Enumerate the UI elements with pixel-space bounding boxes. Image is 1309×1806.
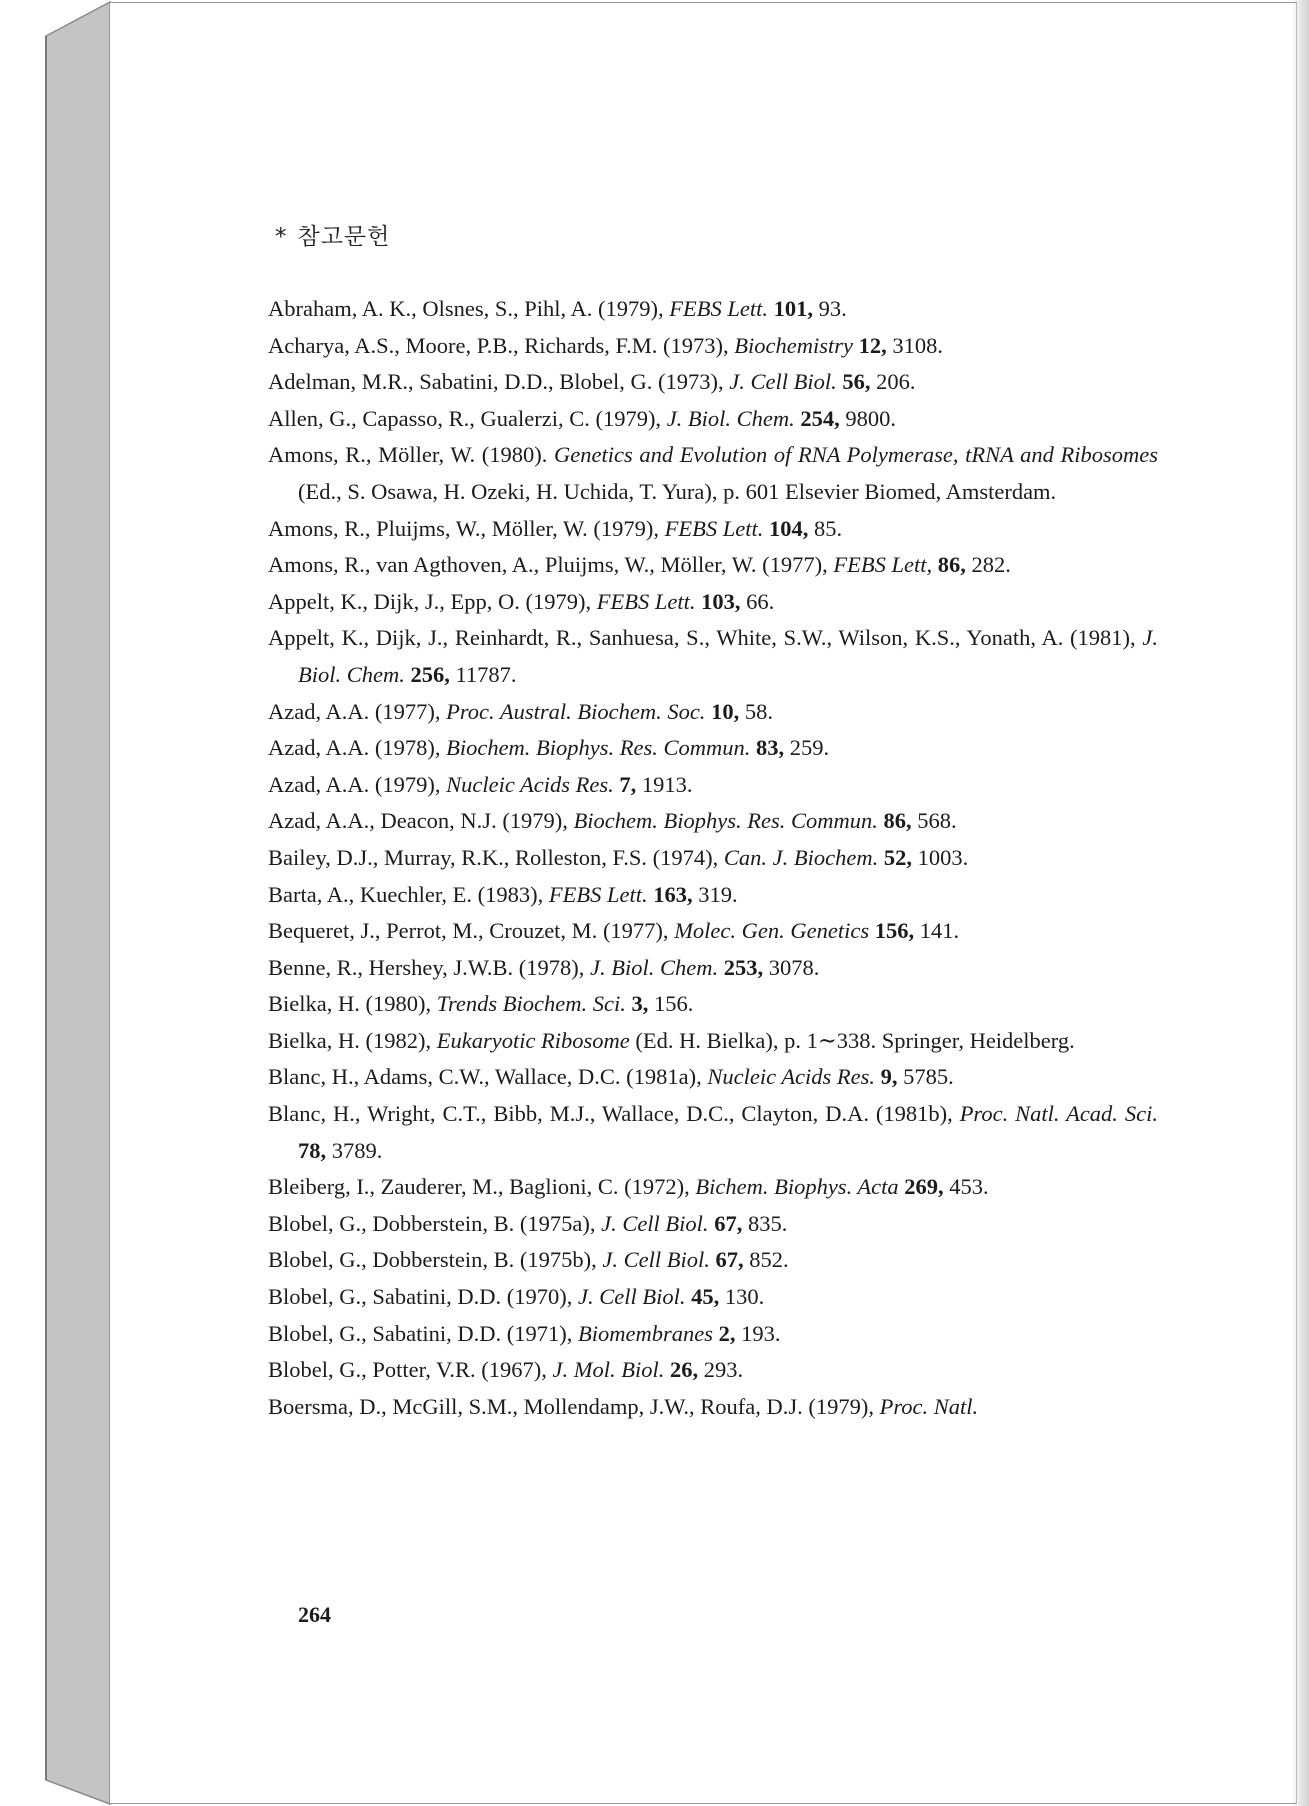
reference-journal: Proc. Natl.	[879, 1393, 979, 1419]
reference-volume: 3,	[631, 991, 649, 1017]
asterisk-mark: *	[275, 224, 288, 250]
reference-entry	[268, 767, 1158, 804]
reference-authors: Azad, A.A. (1977),	[268, 698, 447, 724]
reference-entry	[268, 1389, 1158, 1426]
reference-volume: 83,	[756, 735, 785, 761]
reference-journal: FEBS Lett,	[833, 552, 933, 578]
reference-journal: J. Biol. Chem.	[666, 405, 795, 431]
reference-authors: Blobel, G., Sabatini, D.D. (1971),	[268, 1320, 578, 1346]
reference-pages: 141.	[914, 918, 960, 944]
reference-pages: 5785.	[897, 1064, 954, 1090]
reference-entry	[268, 877, 1158, 914]
reference-entry	[268, 1242, 1158, 1279]
reference-entry	[268, 401, 1158, 438]
reference-authors: Blobel, G., Sabatini, D.D. (1970),	[268, 1284, 578, 1310]
reference-entry	[268, 694, 1158, 731]
reference-authors: Appelt, K., Dijk, J., Epp, O. (1979),	[268, 588, 597, 614]
reference-authors: Azad, A.A. (1979),	[268, 771, 447, 797]
reference-authors: Boersma, D., McGill, S.M., Mollendamp, J.W., Roufa, D.J. (1979),	[268, 1393, 880, 1419]
reference-authors: Acharya, A.S., Moore, P.B., Richards, F.M. (1973),	[268, 332, 735, 358]
reference-volume: 269,	[904, 1174, 944, 1200]
reference-authors: Barta, A., Kuechler, E. (1983),	[268, 881, 549, 907]
reference-volume: 56,	[842, 369, 871, 395]
reference-pages: 66.	[740, 588, 775, 614]
reference-entry	[268, 437, 1158, 510]
reference-entry	[268, 840, 1158, 877]
references-heading	[275, 218, 390, 251]
reference-journal: Proc. Natl. Acad. Sci.	[959, 1101, 1158, 1127]
reference-pages: 3108.	[886, 332, 944, 358]
reference-journal: J. Cell Biol.	[601, 1210, 709, 1236]
reference-authors: Adelman, M.R., Sabatini, D.D., Blobel, G. (1973),	[268, 369, 730, 395]
reference-pages: 156.	[648, 991, 694, 1017]
reference-authors: Blanc, H., Wright, C.T., Bibb, M.J., Wallace, D.C., Clayton, D.A. (1981b),	[268, 1101, 960, 1127]
reference-pages: 1003.	[911, 844, 969, 870]
reference-volume: 26,	[670, 1357, 699, 1383]
reference-authors: Azad, A.A. (1978),	[268, 735, 447, 761]
reference-volume: 254,	[800, 405, 840, 431]
reference-pages: 85.	[808, 515, 843, 541]
reference-journal: Proc. Austral. Biochem. Soc.	[446, 698, 706, 724]
reference-authors: Blobel, G., Potter, V.R. (1967),	[268, 1357, 553, 1383]
reference-journal: Biochem. Biophys. Res. Commun.	[446, 735, 751, 761]
reference-entry	[268, 364, 1158, 401]
reference-entry	[268, 986, 1158, 1023]
heading-title: 참고문헌	[297, 224, 391, 250]
reference-pages: 130.	[719, 1284, 765, 1310]
reference-authors: Blanc, H., Adams, C.W., Wallace, D.C. (1981a),	[268, 1064, 708, 1090]
reference-journal: Bichem. Biophys. Acta	[695, 1174, 899, 1200]
reference-entry	[268, 1352, 1158, 1389]
reference-journal: Nucleic Acids Res.	[446, 771, 614, 797]
reference-entry	[268, 547, 1158, 584]
page-edge-shadow	[1291, 0, 1309, 1806]
reference-entry	[268, 328, 1158, 365]
reference-volume: 156,	[874, 918, 915, 944]
reference-journal: Biochem. Biophys. Res. Commun.	[573, 808, 878, 834]
reference-pages: 1913.	[636, 771, 693, 797]
reference-entry	[268, 511, 1158, 548]
reference-pages: 282.	[965, 552, 1011, 578]
reference-authors: Amons, R., Möller, W. (1980).	[268, 442, 554, 468]
reference-journal: J. Cell Biol.	[577, 1284, 686, 1310]
reference-journal: Eukaryotic Ribosome	[436, 1027, 630, 1053]
reference-volume: 10,	[711, 698, 740, 724]
reference-pages: (Ed. H. Bielka), p. 1∼338. Springer, Heidelberg.	[635, 1027, 1075, 1053]
reference-journal: Biochemistry	[734, 332, 854, 358]
reference-entry	[268, 584, 1158, 621]
reference-volume: 104,	[769, 515, 809, 541]
reference-volume: 52,	[883, 844, 912, 870]
reference-volume: 163,	[653, 881, 693, 907]
reference-entry	[268, 950, 1158, 987]
reference-entry	[268, 1316, 1158, 1353]
reference-journal: FEBS Lett.	[669, 296, 768, 321]
reference-authors: Bielka, H. (1980),	[268, 991, 437, 1017]
reference-journal: J. Biol. Chem.	[590, 954, 719, 980]
reference-journal: Genetics and Evolution of RNA Polymerase, tRNA and Ribosomes	[554, 442, 1158, 468]
reference-pages: 259.	[784, 735, 830, 761]
reference-entry	[268, 730, 1158, 767]
reference-volume: 86,	[883, 808, 912, 834]
reference-pages: 11787.	[449, 661, 517, 687]
reference-journal: FEBS Lett.	[596, 588, 696, 614]
reference-volume: 7,	[619, 771, 637, 797]
reference-entry	[268, 291, 1158, 328]
reference-authors: Appelt, K., Dijk, J., Reinhardt, R., Sanhuesa, S., White, S.W., Wilson, K.S., Yonath, A. (1981),	[268, 625, 1143, 651]
reference-entry	[268, 1169, 1158, 1206]
reference-authors: Bailey, D.J., Murray, R.K., Rolleston, F.S. (1974),	[268, 844, 724, 870]
reference-pages: 453.	[943, 1174, 989, 1200]
reference-authors: Bielka, H. (1982),	[268, 1027, 437, 1053]
reference-entry	[268, 1059, 1158, 1096]
reference-pages: 852.	[743, 1247, 789, 1273]
reference-authors: Benne, R., Hershey, J.W.B. (1978),	[268, 954, 591, 980]
reference-pages: (Ed., S. Osawa, H. Ozeki, H. Uchida, T. Yura), p. 601 Elsevier Biomed, Amsterdam.	[298, 478, 1057, 504]
reference-journal: J. Cell Biol.	[729, 369, 837, 395]
reference-volume: 86,	[937, 552, 966, 578]
reference-pages: 193.	[735, 1320, 781, 1346]
reference-pages: 835.	[742, 1210, 788, 1236]
reference-pages: 3789.	[326, 1137, 383, 1163]
reference-authors: Azad, A.A., Deacon, N.J. (1979),	[268, 808, 574, 834]
reference-entry	[268, 1096, 1158, 1169]
reference-pages: 319.	[692, 881, 738, 907]
reference-entry	[268, 1206, 1158, 1243]
reference-journal: Trends Biochem. Sci.	[436, 991, 626, 1017]
reference-volume: 9,	[880, 1064, 898, 1090]
reference-entry	[268, 1023, 1158, 1060]
reference-journal: J. Mol. Biol.	[552, 1357, 665, 1383]
reference-entry	[268, 803, 1158, 840]
reference-pages: 58.	[739, 698, 773, 724]
reference-authors: Blobel, G., Dobberstein, B. (1975a),	[268, 1210, 602, 1236]
reference-volume: 253,	[723, 954, 764, 980]
reference-volume: 103,	[701, 588, 741, 614]
reference-pages: 568.	[911, 808, 957, 834]
reference-journal: J. Cell Biol.	[602, 1247, 710, 1273]
reference-volume: 78,	[298, 1137, 327, 1163]
reference-journal: Nucleic Acids Res.	[707, 1064, 876, 1090]
reference-pages: 3078.	[763, 954, 820, 980]
reference-journal: Biomembranes	[577, 1320, 713, 1346]
reference-volume: 45,	[691, 1284, 720, 1310]
reference-entry	[268, 620, 1158, 693]
reference-volume: 67,	[714, 1210, 743, 1236]
reference-pages: 293.	[698, 1357, 744, 1383]
reference-authors: Abraham, A. K., Olsnes, S., Pihl, A. (1979),	[268, 296, 670, 321]
reference-list	[268, 291, 1158, 1425]
reference-volume: 256,	[410, 661, 450, 687]
reference-authors: Amons, R., van Agthoven, A., Pluijms, W., Möller, W. (1977),	[268, 552, 834, 578]
page-number: 264	[298, 1602, 331, 1627]
reference-authors: Allen, G., Capasso, R., Gualerzi, C. (1979),	[268, 405, 667, 431]
reference-pages: 93.	[812, 296, 847, 321]
reference-volume: 12,	[858, 332, 887, 358]
reference-authors: Amons, R., Pluijms, W., Möller, W. (1979),	[268, 515, 665, 541]
reference-volume: 101,	[773, 296, 813, 321]
reference-journal: Molec. Gen. Genetics	[674, 918, 870, 944]
reference-journal: J. Biol. Chem.	[298, 625, 1158, 687]
reference-journal: FEBS Lett.	[664, 515, 764, 541]
reference-pages: 9800.	[839, 405, 897, 431]
reference-journal: FEBS Lett.	[548, 881, 648, 907]
reference-entry	[268, 1279, 1158, 1316]
reference-volume: 2,	[718, 1320, 736, 1346]
reference-entry	[268, 913, 1158, 950]
reference-journal: Can. J. Biochem.	[723, 844, 879, 870]
reference-authors: Bleiberg, I., Zauderer, M., Baglioni, C. (1972),	[268, 1174, 696, 1200]
reference-authors: Blobel, G., Dobberstein, B. (1975b),	[268, 1247, 603, 1273]
reference-volume: 67,	[715, 1247, 744, 1273]
reference-pages: 206.	[870, 369, 916, 395]
reference-authors: Bequeret, J., Perrot, M., Crouzet, M. (1977),	[268, 918, 675, 944]
